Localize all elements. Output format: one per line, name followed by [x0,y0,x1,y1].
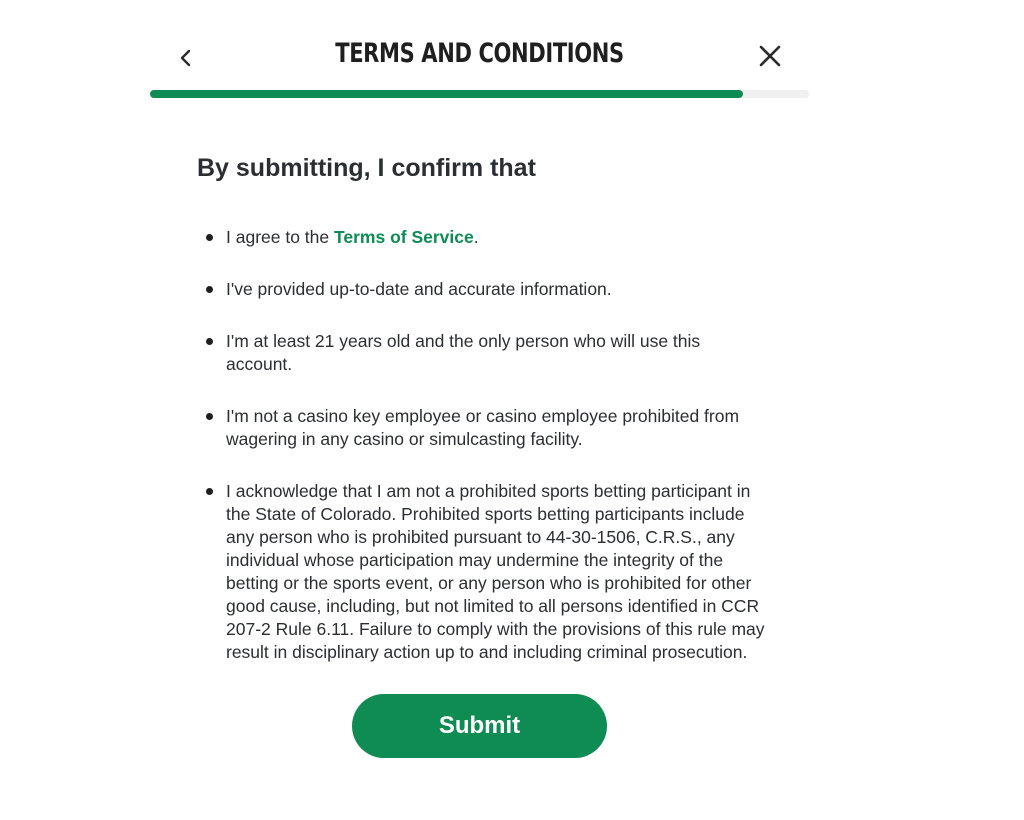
list-item [226,480,771,664]
progress-bar-fill [150,90,743,98]
terms-of-service-link[interactable]: Terms of Service [334,227,474,247]
list-item-text: I'm not a casino key employee or casino employee prohibited from wagering in any casino or simulcasting facility. [226,406,740,449]
section-heading: By submitting, I confirm that [197,154,536,182]
close-icon[interactable] [756,42,784,70]
progress-bar [150,90,809,98]
list-item-text: . [473,227,479,247]
submit-button[interactable]: Submit [352,694,607,758]
page-title: TERMS AND CONDITIONS [335,38,624,69]
list-item [226,226,771,249]
list-item-text: I acknowledge that I am not a prohibited sports betting participant in the State of Colorado. Prohibited sports betting participants include any person who is prohibited pursuant to 44-30-1506, C.R.S., any individual whose participation may undermine the integrity of the betting or the sports event, or any person who is prohibited for other good cause, including, but not limited to all persons identified in CCR 207-2 Rule 6.11. Failure to comply with the provisions of this rule may result in disciplinary action up to and including criminal prosecution. [226,481,765,662]
list-item [226,278,771,301]
back-chevron-left-icon[interactable] [172,44,200,72]
header [150,30,809,86]
list-item-text: I've provided up-to-date and accurate information. [226,279,612,299]
confirmation-list [226,226,771,693]
list-item-text: I agree to the [226,227,334,247]
list-item-text: I'm at least 21 years old and the only person who will use this account. [226,331,701,374]
list-item [226,405,771,451]
list-item [226,330,771,376]
